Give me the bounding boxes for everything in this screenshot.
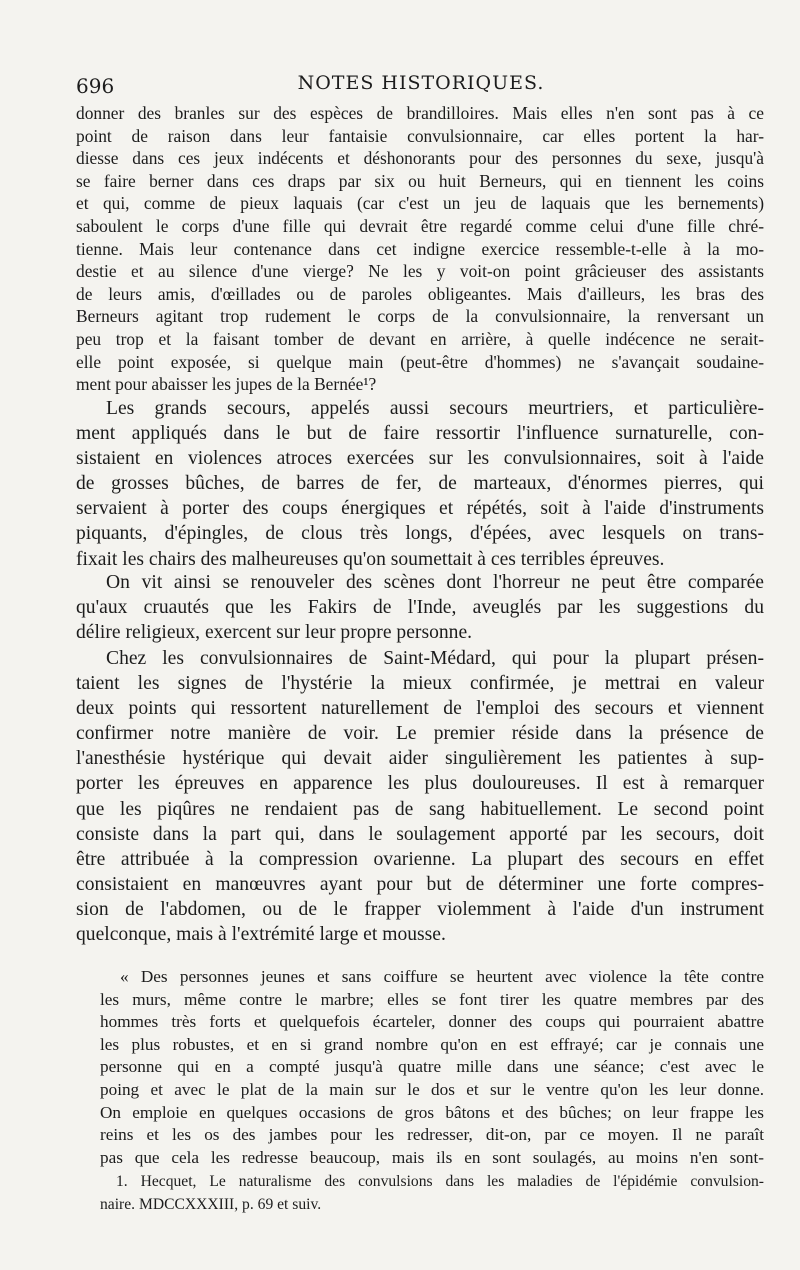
text-line: « Des personnes jeunes et sans coiffure se heurtent avec violence la tête contre	[120, 967, 764, 986]
text-line: hommes très forts et quelquefois écarteler, donner des coups qui pourraient abattre	[100, 1012, 764, 1032]
text-line: ment pour abaisser les jupes de la Bernée¹?	[76, 374, 377, 395]
text-line: de grosses bûches, de barres de fer, de marteaux, d'énormes pierres, qui	[76, 473, 764, 495]
running-head: NOTES HISTORIQUES.	[297, 72, 545, 94]
text-line: ment appliqués dans le but de faire ressortir l'influence surnaturelle, con-	[76, 423, 764, 445]
text-line: Chez les convulsionnaires de Saint-Médard, qui pour la plupart présen-	[106, 648, 764, 669]
text-line: reins et les os des jambes pour les redresser, dit-on, par ce moyen. Il ne paraît	[100, 1125, 764, 1145]
quoted-passage-continuation	[76, 102, 764, 396]
text-line: personne qui en a compté jusqu'à quatre mille dans une séance; c'est avec le	[100, 1057, 764, 1077]
text-line: porter les épreuves en apparence les plus douloureuses. Il est à remarquer	[76, 773, 764, 795]
page-header	[76, 70, 766, 102]
text-line: tienne. Mais leur contenance dans cet indigne exercice ressemble-t-elle à la mo-	[76, 238, 764, 259]
text-line: destie et au silence d'une vierge? Ne les y voit-on point grâcieuser des assistants	[76, 261, 764, 282]
text-line: sistaient en violences atroces exercées sur les convulsionnaires, soit à l'aide	[76, 448, 764, 470]
text-line: peu trop et la faisant tomber de devant en arrière, à quelle indécence ne serait-	[76, 328, 764, 349]
text-line: Berneurs agitant trop rudement le corps de la convulsionnaire, la renversant un	[76, 306, 764, 327]
text-line: servaient à porter des coups énergiques et répétés, soit à l'aide d'instruments	[76, 498, 764, 520]
text-line: que les piqûres ne rendaient pas de sang habituellement. Le second point	[76, 798, 764, 820]
text-line: poing et avec le plat de la main sur le dos et sur le ventre qu'on les leur donne.	[100, 1079, 764, 1099]
text-line: de leurs amis, d'œillades ou de paroles obligeantes. Mais d'ailleurs, les bras des	[76, 283, 764, 304]
text-line: les plus robustes, et en si grand nombre qu'on en est effrayé; car je connais une	[100, 1034, 764, 1054]
block-quotation	[100, 966, 764, 1169]
text-line: naire. MDCCXXXIII, p. 69 et suiv.	[100, 1196, 322, 1213]
text-line: piquants, d'épingles, de clous très longs, d'épées, avec lesquels on trans-	[76, 523, 764, 545]
text-line: On emploie en quelques occasions de gros bâtons et des bûches; on leur frappe les	[100, 1102, 764, 1122]
text-line: et qui, comme de pieux laquais (car c'est un jeu de laquais que les bernements)	[76, 193, 764, 214]
text-line: qu'aux cruautés que les Fakirs de l'Inde, aveuglés par les suggestions du	[76, 597, 764, 619]
text-line: les murs, même contre le marbre; elles se font tirer les quatre membres par des	[100, 989, 764, 1009]
text-line: deux points qui ressortent naturellement de l'emploi des secours et viennent	[76, 698, 764, 720]
text-line: Les grands secours, appelés aussi secours meurtriers, et particulière-	[106, 398, 764, 419]
text-line: elle point exposée, si quelque main (peut-être d'hommes) ne s'avançait soudaine-	[76, 351, 764, 372]
text-line: 1. Hecquet, Le naturalisme des convulsions dans les maladies de l'épidémie convulsion-	[116, 1173, 764, 1190]
text-line: fixait les chairs des malheureuses qu'on soumettait à ces terribles épreuves.	[76, 548, 665, 570]
text-line: taient les signes de l'hystérie la mieux confirmée, je mettrai en valeur	[76, 673, 764, 695]
text-line: sion de l'abdomen, ou de le frapper violemment à l'aide d'un instrument	[76, 898, 764, 920]
paragraph-grands-secours	[76, 396, 764, 572]
text-line: confirmer notre manière de voir. Le premier réside dans la présence de	[76, 723, 764, 745]
text-line: l'anesthésie hystérique qui devait aider singulièrement les patientes à sup-	[76, 748, 764, 770]
page-number: 696	[76, 74, 115, 98]
text-line: délire religieux, exercent sur leur propre personne.	[76, 622, 473, 644]
text-line: pas que cela les redresse beaucoup, mais ils en sont soulagés, au moins n'en sont-	[100, 1147, 764, 1167]
text-line: quelconque, mais à l'extrémité large et mousse.	[76, 924, 446, 946]
paragraph-fakirs	[76, 570, 764, 645]
footnote	[100, 1170, 764, 1216]
text-line: donner des branles sur des espèces de brandilloires. Mais elles n'en sont pas à ce	[76, 103, 764, 123]
text-line: consistaient en manœuvres ayant pour but de déterminer une forte compres-	[76, 873, 764, 895]
text-line: point de raison dans leur fantaisie convulsionnaire, car elles portent la har-	[76, 125, 764, 146]
text-line: saboulent le corps d'une fille qui devrait être regardé comme celui d'une fille chré-	[76, 215, 764, 236]
text-line: diesse dans ces jeux indécents et déshonorants pour des personnes du sexe, jusqu'à	[76, 148, 764, 169]
text-line: être attribuée à la compression ovarienne. La plupart des secours en effet	[76, 848, 764, 870]
text-line: consiste dans la part qui, dans le soulagement apporté par les secours, doit	[76, 823, 764, 845]
text-line: se faire berner dans ces draps par six ou huit Berneurs, qui en tiennent les coins	[76, 170, 764, 191]
text-line: On vit ainsi se renouveler des scènes dont l'horreur ne peut être comparée	[106, 572, 764, 593]
paragraph-saint-medard	[76, 646, 764, 947]
